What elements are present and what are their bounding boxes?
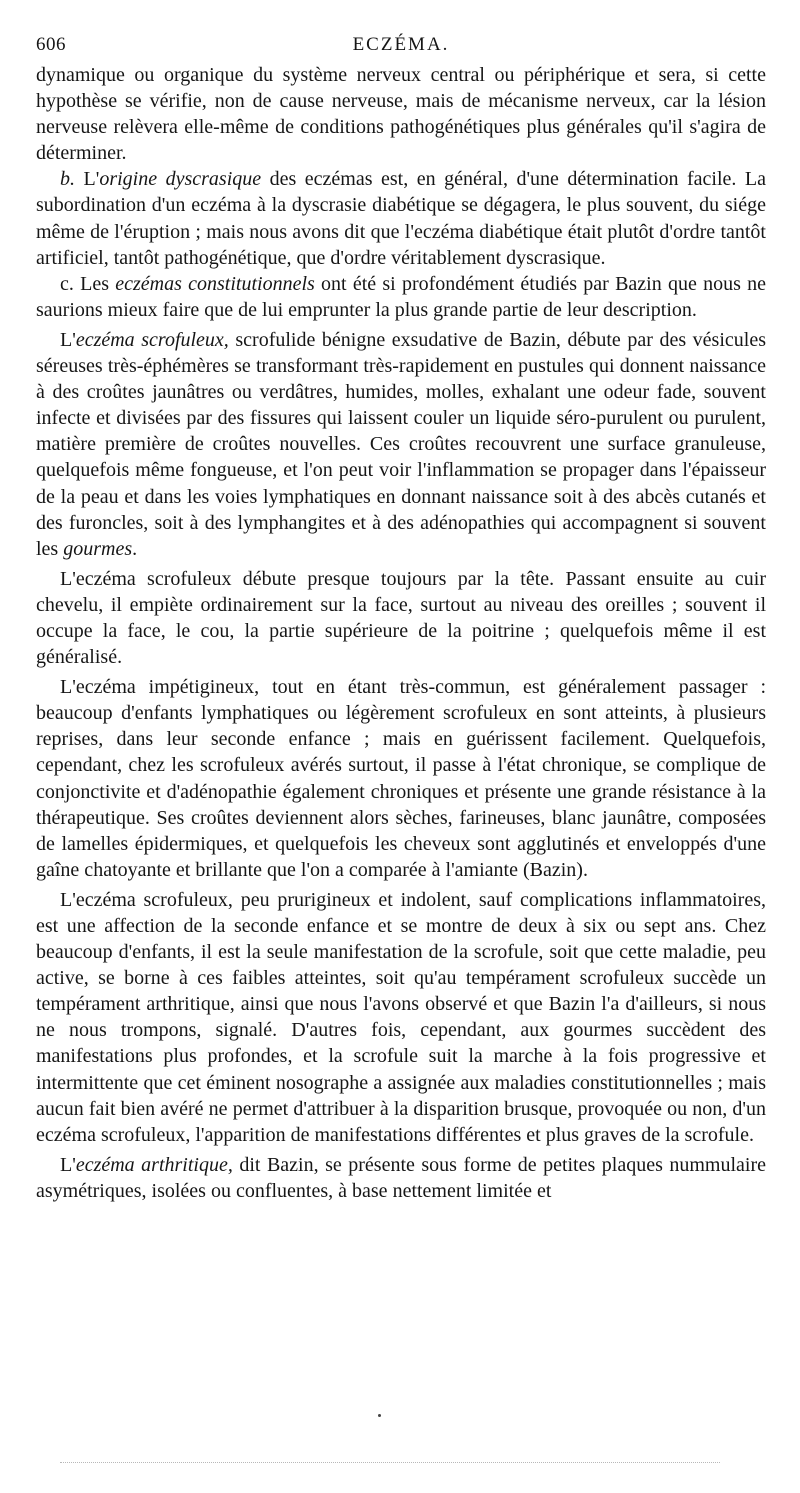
page: [36, 28, 766, 1204]
paragraph-seconde-enfance: L'eczéma scrofuleux, peu prurigineux et indolent, sauf complications inflammatoires, est une affection de la seconde enfance et se montre de deux à six ou sept ans. Chez beaucoup d'enfants, il est la seule manifestation de la scrofule, soit que cette maladie, peu active, se borne à ces faibles atteintes, soit qu'au tempérament scrofuleux succède un tempérament arthritique, ainsi que nous l'avons observé et que Bazin l'a d'ailleurs, si nous ne nous trompons, signalé. D'autres fois, cependant, aux gourmes succèdent des manifestations plus profondes, et la scrofule suit la marche à la fois progressive et intermittente que cet éminent nosographe a assignée aux maladies constitutionnelles ; mais aucun fait bien avéré ne permet d'attribuer à la disparition brusque, provoquée ou non, d'un eczéma scrofuleux, l'apparition de manifestations différentes et plus graves de la scrofule.: [36, 888, 766, 1146]
paragraph-debut-tete: L'eczéma scrofuleux débute presque toujours par la tête. Passant ensuite au cuir chevelu, il empiète ordinairement sur la face, surtout au niveau des oreilles ; souvent il occupe la face, le cou, la partie supérieure de la poitrine ; quelquefois même il est généralisé.: [36, 567, 766, 669]
paragraph-eczema-scrofuleux: L'eczéma scrofuleux, scrofulide bénigne exsudative de Bazin, débute par des vésicules séreuses très-éphémères se transformant très-rapidement en pustules qui donnent naissance à des croûtes jaunâtres ou verdâtres, humides, molles, exhalant une odeur fade, souvent infecte et divisées par des fissures qui laissent couler un liquide séro-purulent ou purulent, matière première de croûtes nouvelles. Ces croûtes recouvrent une surface granuleuse, quelquefois même fongueuse, et l'on peut voir l'inflammation se propager dans l'épaisseur de la peau et dans les voies lymphatiques en donnant naissance soit à des abcès cutanés et des furoncles, soit à des lymphangites et à des adénopathies qui accompagnent si souvent les gourmes.: [36, 328, 766, 560]
paragraph-eczema-arthritique: L'eczéma arthritique, dit Bazin, se présente sous forme de petites plaques nummulaire asymétriques, isolées ou confluentes, à base nettement limitée et: [36, 1153, 766, 1202]
paragraph-origine-dyscrasique: b. L'origine dyscrasique des eczémas est, en général, d'une détermination facile. La subordination d'un eczéma à la dyscrasie diabétique se dégagera, le plus souvent, du siége même de l'éruption ; mais nous avons dit que l'eczéma diabétique était plutôt d'ordre tantôt artificiel, tantôt pathogénétique, que d'ordre véritablement dyscrasique.: [36, 168, 766, 269]
paragraph-eczema-impetigineux: L'eczéma impétigineux, tout en étant très-commun, est généralement passager : beaucoup d'enfants lymphatiques ou légèrement scrofuleux en sont atteints, à plusieurs reprises, dans leur seconde enfance ; mais en guérissent facilement. Quelquefois, cependant, chez les scrofuleux avérés surtout, il passe à l'état chronique, se complique de conjonctivite et d'adénopathie également chroniques et présente une grande résistance à la thérapeutique. Ses croûtes deviennent alors sèches, farineuses, blanc jaunâtre, composées de lamelles épidermiques, et quelquefois les cheveux sont agglutinés et enveloppés d'une gaîne chatoyante et brillante que l'on a comparée à l'amiante (Bazin).: [36, 676, 766, 881]
body-text: [36, 62, 766, 1204]
ink-speck: [378, 1414, 381, 1417]
paragraph-marker: b.: [60, 168, 75, 191]
italic-term: eczéma arthritique,: [75, 1153, 233, 1176]
scan-noise-line: [60, 1462, 720, 1467]
italic-term: eczémas constitutionnels: [115, 272, 315, 295]
page-header: [36, 28, 766, 62]
paragraph-continuation: dynamique ou organique du système nerveux central ou périphérique et sera, si cette hypothèse se vérifie, non de cause nerveuse, mais de mécanisme nerveux, car la lésion nerveuse relèvera elle-même de conditions pathogénétiques plus générales qu'il s'agira de déterminer.: [36, 64, 766, 165]
italic-term: origine dyscrasique: [99, 168, 262, 191]
italic-term: gourmes: [63, 537, 133, 560]
italic-term: eczéma scrofuleux,: [75, 328, 229, 351]
page-number: 606: [36, 34, 66, 55]
running-title: ECZÉMA.: [352, 34, 450, 55]
paragraph-eczemas-constitutionnels: c. Les eczémas constitutionnels ont été si profondément étudiés par Bazin que nous ne saurions mieux faire que de lui emprunter la plus grande partie de leur description.: [36, 272, 766, 321]
paragraph-marker: c.: [60, 272, 74, 295]
